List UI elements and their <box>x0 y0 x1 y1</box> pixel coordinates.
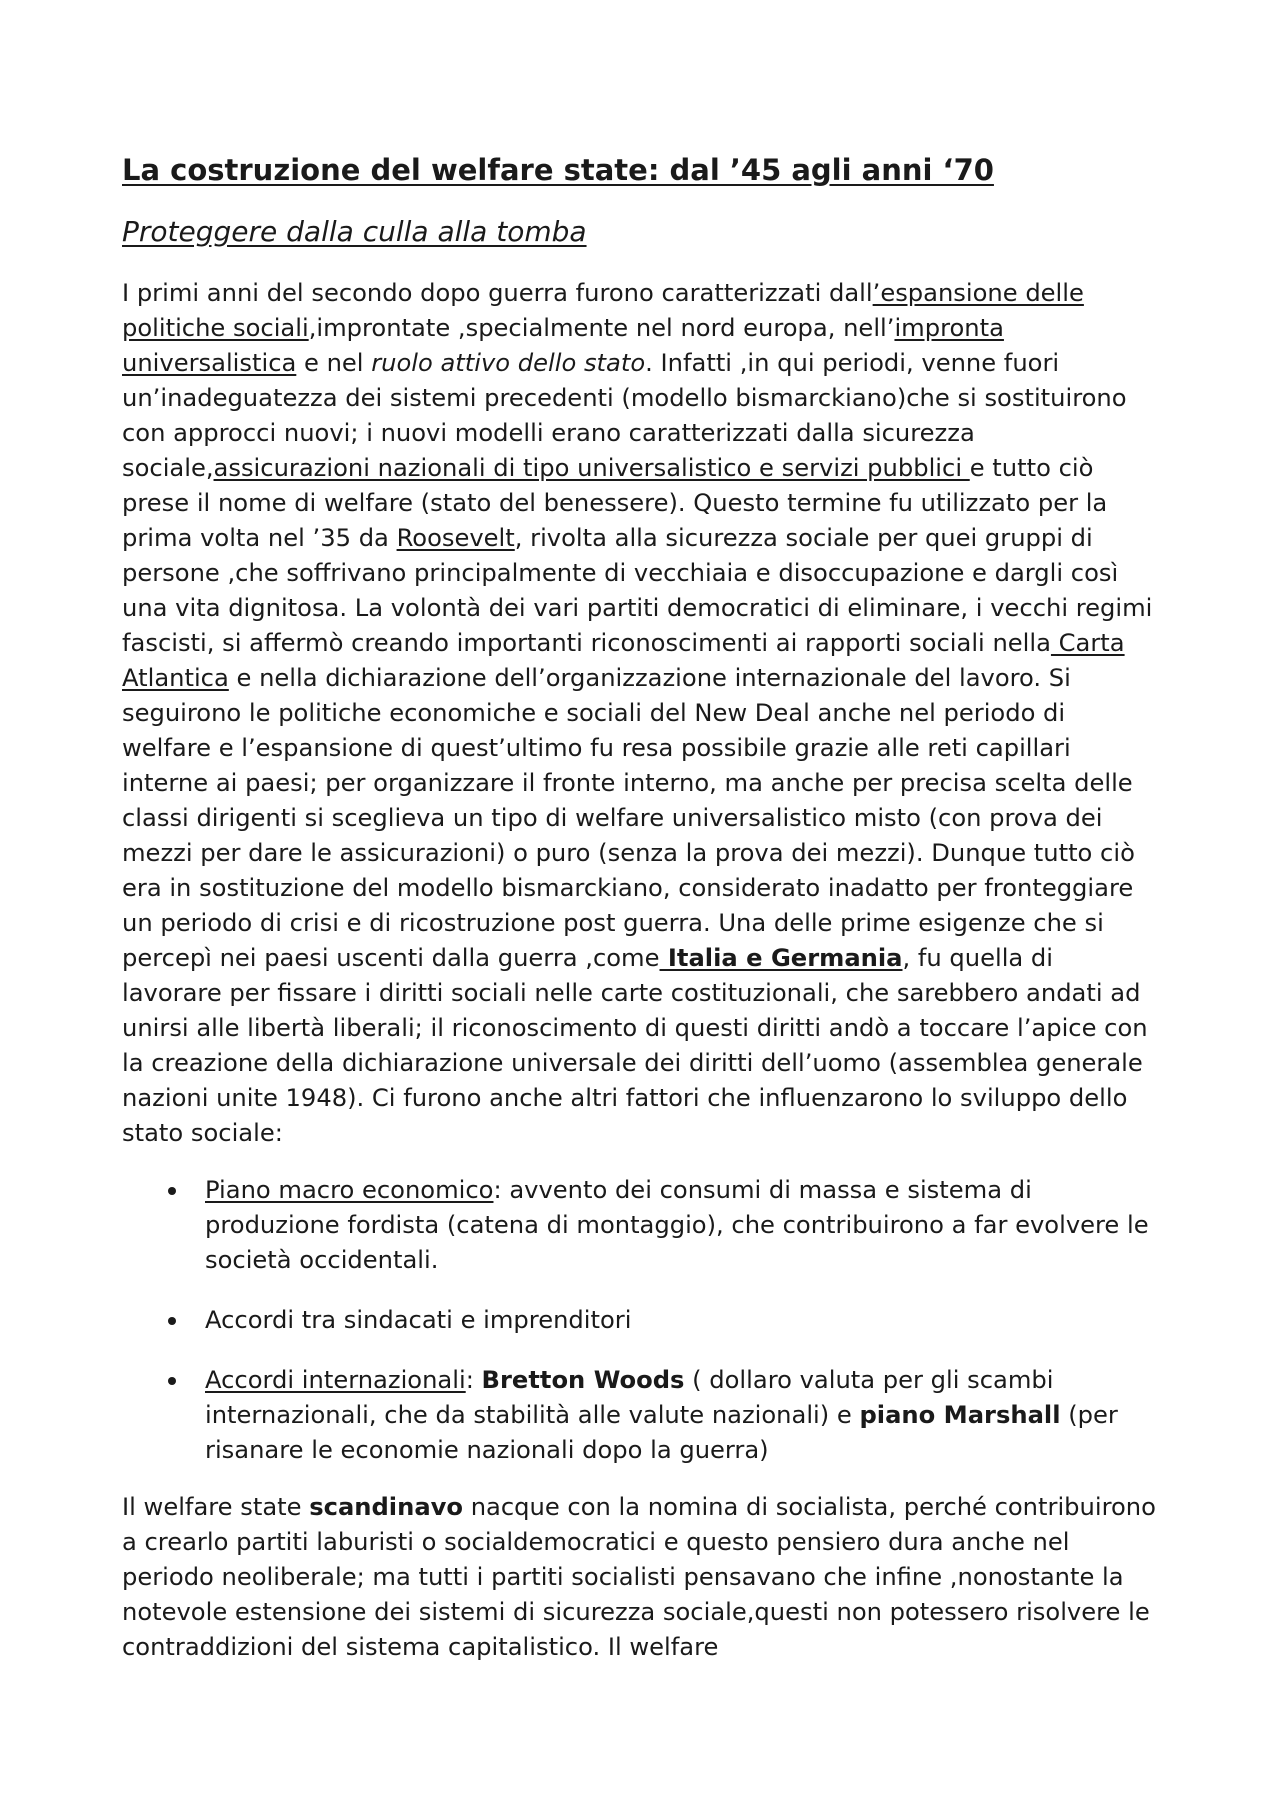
text-run: Accordi tra sindacati e imprenditori <box>205 1306 632 1334</box>
text-run: Bretton Woods <box>481 1366 685 1394</box>
text-run: ,improntate ,specialmente nel nord europa, nell’ <box>308 314 895 342</box>
paragraph-2 <box>122 1490 1160 1665</box>
text-run: (per risanare le economie nazionali dopo la guerra) <box>205 1401 1118 1464</box>
list-item <box>122 1303 1160 1338</box>
text-run: piano Marshall <box>859 1401 1061 1429</box>
text-run: ruolo attivo dello stato <box>371 349 646 377</box>
text-run: Roosevelt <box>396 524 515 552</box>
bullet-icon <box>168 1377 176 1385</box>
text-run: assicurazioni nazionali di tipo universalistico e servizi pubblici <box>213 454 970 482</box>
bullet-icon <box>168 1317 176 1325</box>
text-run: e nel <box>296 349 372 377</box>
text-run: , rivolta alla sicurezza sociale per quei gruppi di persone ,che soffrivano principalmente di vecchiaia e disoccupazione e dargli così una vita dignitosa. La volontà dei vari partiti democratici di eliminare, i vecchi regimi fascisti, si affermò creando importanti riconoscimenti ai rapporti sociali nella <box>122 524 1153 657</box>
document-subtitle: Proteggere dalla culla alla tomba <box>122 215 587 248</box>
text-run: scandinavo <box>309 1493 464 1521</box>
text-run: : avvento dei consumi di massa e sistema di produzione fordista (catena di montaggio), che contribuirono a far evolvere le società occidentali. <box>205 1176 1149 1274</box>
text-run: , fu quella di lavorare per fissare i diritti sociali nelle carte costituzionali, che sarebbero andati ad unirsi alle libertà liberali; il riconoscimento di questi diritti andò a toccare l’apice con la creazione della dichiarazione universale dei diritti dell’uomo (assemblea generale nazioni unite 1948). Ci furono anche altri fattori che influenzarono lo sviluppo dello stato sociale: <box>122 944 1148 1147</box>
list-item-text <box>205 1366 1118 1464</box>
text-run: Carta Atlantica <box>122 629 1125 692</box>
text-run: Piano macro economico <box>205 1176 494 1204</box>
text-run: nacque con la nomina di socialista, perché contribuirono a crearlo partiti laburisti o socialdemocratici e questo pensiero dura anche nel periodo neoliberale; ma tutti i partiti socialisti pensavano che infine ,nonostante la notevole estensione dei sistemi di sicurezza sociale,questi non potessero risolvere le contraddizioni del sistema capitalistico. Il welfare <box>122 1493 1156 1661</box>
paragraph-1 <box>122 276 1160 1151</box>
list-item-text <box>205 1306 631 1334</box>
text-run: impronta universalistica <box>122 314 1004 377</box>
text-run: e nella dichiarazione dell’organizzazione internazionale del lavoro. Si seguirono le politiche economiche e sociali del New Deal anche nel periodo di welfare e l’espansione di quest’ultimo fu resa possibile grazie alle reti capillari interne ai paesi; per organizzare il fronte interno, ma anche per precisa scelta delle classi dirigenti si sceglieva un tipo di welfare universalistico misto (con prova dei mezzi per dare le assicurazioni) o puro (senza la prova dei mezzi). Dunque tutto ciò era in sostituzione del modello bismarckiano, considerato inadatto per fronteggiare un periodo di crisi e di ricostruzione post guerra. Una delle prime esigenze che si percepì nei paesi uscenti dalla guerra ,come <box>122 664 1135 972</box>
document-title: La costruzione del welfare state: dal ’45 agli anni ‘70 <box>122 153 994 187</box>
text-run: : <box>465 1366 482 1394</box>
bullet-list <box>122 1173 1160 1468</box>
text-run: Il welfare state <box>122 1493 310 1521</box>
text-run: ’espansione delle politiche sociali <box>122 279 1084 342</box>
text-run: . Infatti ,in qui periodi, venne fuori un’inadeguatezza dei sistemi precedenti (modello bismarckiano)che si sostituirono con approcci nuovi; i nuovi modelli erano caratterizzati dalla sicurezza sociale, <box>122 349 1127 482</box>
list-item <box>122 1173 1160 1278</box>
text-run: e tutto ciò prese il nome di welfare (stato del benessere). Questo termine fu utilizzato per la prima volta nel ’35 da <box>122 454 1108 552</box>
text-run: ( dollaro valuta per gli scambi internazionali, che da stabilità alle valute nazionali) e <box>205 1366 1054 1429</box>
list-item-text <box>205 1176 1149 1274</box>
list-item <box>122 1363 1160 1468</box>
text-run: Italia e Germania <box>659 944 903 972</box>
bullet-icon <box>168 1187 176 1195</box>
text-run: I primi anni del secondo dopo guerra furono caratterizzati dall <box>122 279 873 307</box>
text-run: Accordi internazionali <box>205 1366 466 1394</box>
